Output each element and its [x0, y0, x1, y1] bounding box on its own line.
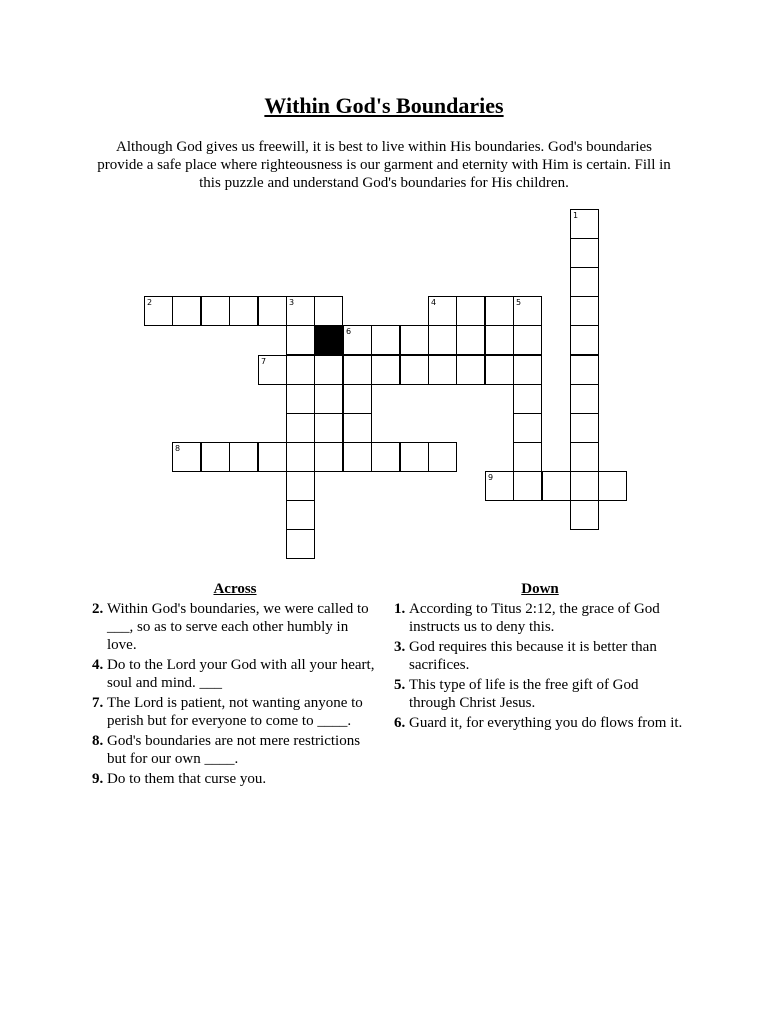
clue-across-8: [92, 732, 378, 768]
clue-number-label: 8: [175, 444, 181, 453]
clue-number: 2.: [92, 601, 104, 617]
crossword-cell[interactable]: [456, 325, 485, 355]
crossword-cell[interactable]: [314, 355, 343, 385]
crossword-cell[interactable]: [570, 296, 599, 326]
across-heading: Across: [213, 581, 257, 597]
clue-number: 4.: [92, 657, 104, 673]
crossword-cell[interactable]: [286, 529, 315, 559]
crossword-cell[interactable]: [343, 442, 372, 472]
crossword-cell[interactable]: [201, 296, 230, 326]
crossword-cell[interactable]: [314, 442, 343, 472]
crossword-cell[interactable]: [513, 413, 542, 443]
crossword-cell[interactable]: [570, 355, 599, 385]
crossword-cell[interactable]: [286, 296, 315, 326]
crossword-cell[interactable]: [485, 355, 514, 385]
clue-number-label: 7: [261, 357, 267, 366]
intro-paragraph: Although God gives us freewill, it is best to live within His boundaries. God's boundaries provide a safe place where righteousness is our garment and eternity with Him is certain. Fill in this puzzle and understand God's boundaries for His children.: [97, 139, 671, 191]
crossword-cell[interactable]: [343, 413, 372, 443]
crossword-cell[interactable]: [513, 384, 542, 414]
crossword-cell[interactable]: [229, 442, 258, 472]
crossword-cell[interactable]: [258, 296, 287, 326]
clue-number: 1.: [394, 601, 406, 617]
clue-down-1: [394, 600, 686, 636]
crossword-black-cell: [314, 325, 343, 355]
crossword-cell[interactable]: [144, 296, 173, 326]
clue-number: 7.: [92, 695, 104, 711]
clue-number-label: 4: [431, 298, 437, 307]
crossword-cell[interactable]: [513, 325, 542, 355]
crossword-cell[interactable]: [485, 325, 514, 355]
crossword-cell[interactable]: [371, 355, 400, 385]
crossword-cell[interactable]: [456, 355, 485, 385]
clue-number: 3.: [394, 639, 406, 655]
crossword-cell[interactable]: [172, 442, 201, 472]
clue-across-9: [92, 770, 378, 788]
crossword-cell[interactable]: [513, 471, 542, 501]
clue-text: God requires this because it is better than sacrifices.: [409, 639, 657, 673]
clue-text: Guard it, for everything you do flows from it.: [409, 715, 683, 731]
crossword-cell[interactable]: [456, 296, 485, 326]
crossword-cell[interactable]: [371, 442, 400, 472]
clue-text: Within God's boundaries, we were called to ___, so as to serve each other humbly in love.: [107, 601, 369, 653]
crossword-cell[interactable]: [286, 471, 315, 501]
down-heading: Down: [521, 581, 559, 597]
clue-number-label: 9: [488, 473, 494, 482]
clue-down-3: [394, 638, 686, 674]
crossword-cell[interactable]: [314, 413, 343, 443]
clue-number: 9.: [92, 771, 104, 787]
crossword-cell[interactable]: [371, 325, 400, 355]
clue-text: The Lord is patient, not wanting anyone to perish but for everyone to come to ____.: [107, 695, 363, 729]
crossword-cell[interactable]: [286, 442, 315, 472]
crossword-cell[interactable]: [428, 442, 457, 472]
crossword-cell[interactable]: [343, 325, 372, 355]
crossword-cell[interactable]: [201, 442, 230, 472]
clue-number: 8.: [92, 733, 104, 749]
clue-text: God's boundaries are not mere restrictions but for our own ____.: [107, 733, 361, 767]
crossword-cell[interactable]: [542, 471, 571, 501]
clue-number: 5.: [394, 677, 406, 693]
clue-across-7: [92, 694, 378, 730]
crossword-cell[interactable]: [343, 355, 372, 385]
crossword-cell[interactable]: [485, 471, 514, 501]
crossword-cell[interactable]: [428, 355, 457, 385]
crossword-cell[interactable]: [513, 442, 542, 472]
down-clues: [394, 580, 686, 734]
clue-down-6: [394, 714, 686, 732]
crossword-cell[interactable]: [286, 384, 315, 414]
crossword-cell[interactable]: [286, 413, 315, 443]
crossword-cell[interactable]: [229, 296, 258, 326]
crossword-cell[interactable]: [570, 500, 599, 530]
clue-down-5: [394, 676, 686, 712]
crossword-cell[interactable]: [513, 296, 542, 326]
clue-number-label: 2: [147, 298, 153, 307]
crossword-cell[interactable]: [428, 296, 457, 326]
crossword-cell[interactable]: [570, 413, 599, 443]
crossword-cell[interactable]: [570, 209, 599, 239]
crossword-cell[interactable]: [570, 442, 599, 472]
clue-number-label: 3: [289, 298, 295, 307]
clue-text: Do to them that curse you.: [107, 771, 267, 787]
crossword-cell[interactable]: [286, 355, 315, 385]
crossword-cell[interactable]: [314, 384, 343, 414]
puzzle-title: Within God's Boundaries: [264, 93, 504, 118]
clue-text: According to Titus 2:12, the grace of God instructs us to deny this.: [409, 601, 660, 635]
crossword-cell[interactable]: [258, 442, 287, 472]
clue-text: This type of life is the free gift of God through Christ Jesus.: [409, 677, 639, 711]
crossword-cell[interactable]: [343, 384, 372, 414]
crossword-cell[interactable]: [400, 442, 429, 472]
crossword-cell[interactable]: [258, 355, 287, 385]
clue-across-2: [92, 600, 378, 654]
crossword-cell[interactable]: [485, 296, 514, 326]
clue-across-4: [92, 656, 378, 692]
crossword-cell[interactable]: [400, 355, 429, 385]
crossword-cell[interactable]: [314, 296, 343, 326]
crossword-cell[interactable]: [172, 296, 201, 326]
crossword-cell[interactable]: [286, 325, 315, 355]
clue-number-label: 6: [346, 327, 352, 336]
crossword-cell[interactable]: [428, 325, 457, 355]
clue-number-label: 1: [573, 211, 579, 220]
clue-number-label: 5: [516, 298, 522, 307]
crossword-cell[interactable]: [513, 355, 542, 385]
crossword-cell[interactable]: [400, 325, 429, 355]
crossword-cell[interactable]: [570, 238, 599, 268]
crossword-cell[interactable]: [570, 384, 599, 414]
crossword-cell[interactable]: [570, 267, 599, 297]
clue-text: Do to the Lord your God with all your heart, soul and mind. ___: [107, 657, 375, 691]
crossword-cell[interactable]: [598, 471, 627, 501]
across-clues: [92, 580, 378, 790]
crossword-cell[interactable]: [570, 325, 599, 355]
clue-number: 6.: [394, 715, 406, 731]
crossword-cell[interactable]: [570, 471, 599, 501]
crossword-cell[interactable]: [286, 500, 315, 530]
